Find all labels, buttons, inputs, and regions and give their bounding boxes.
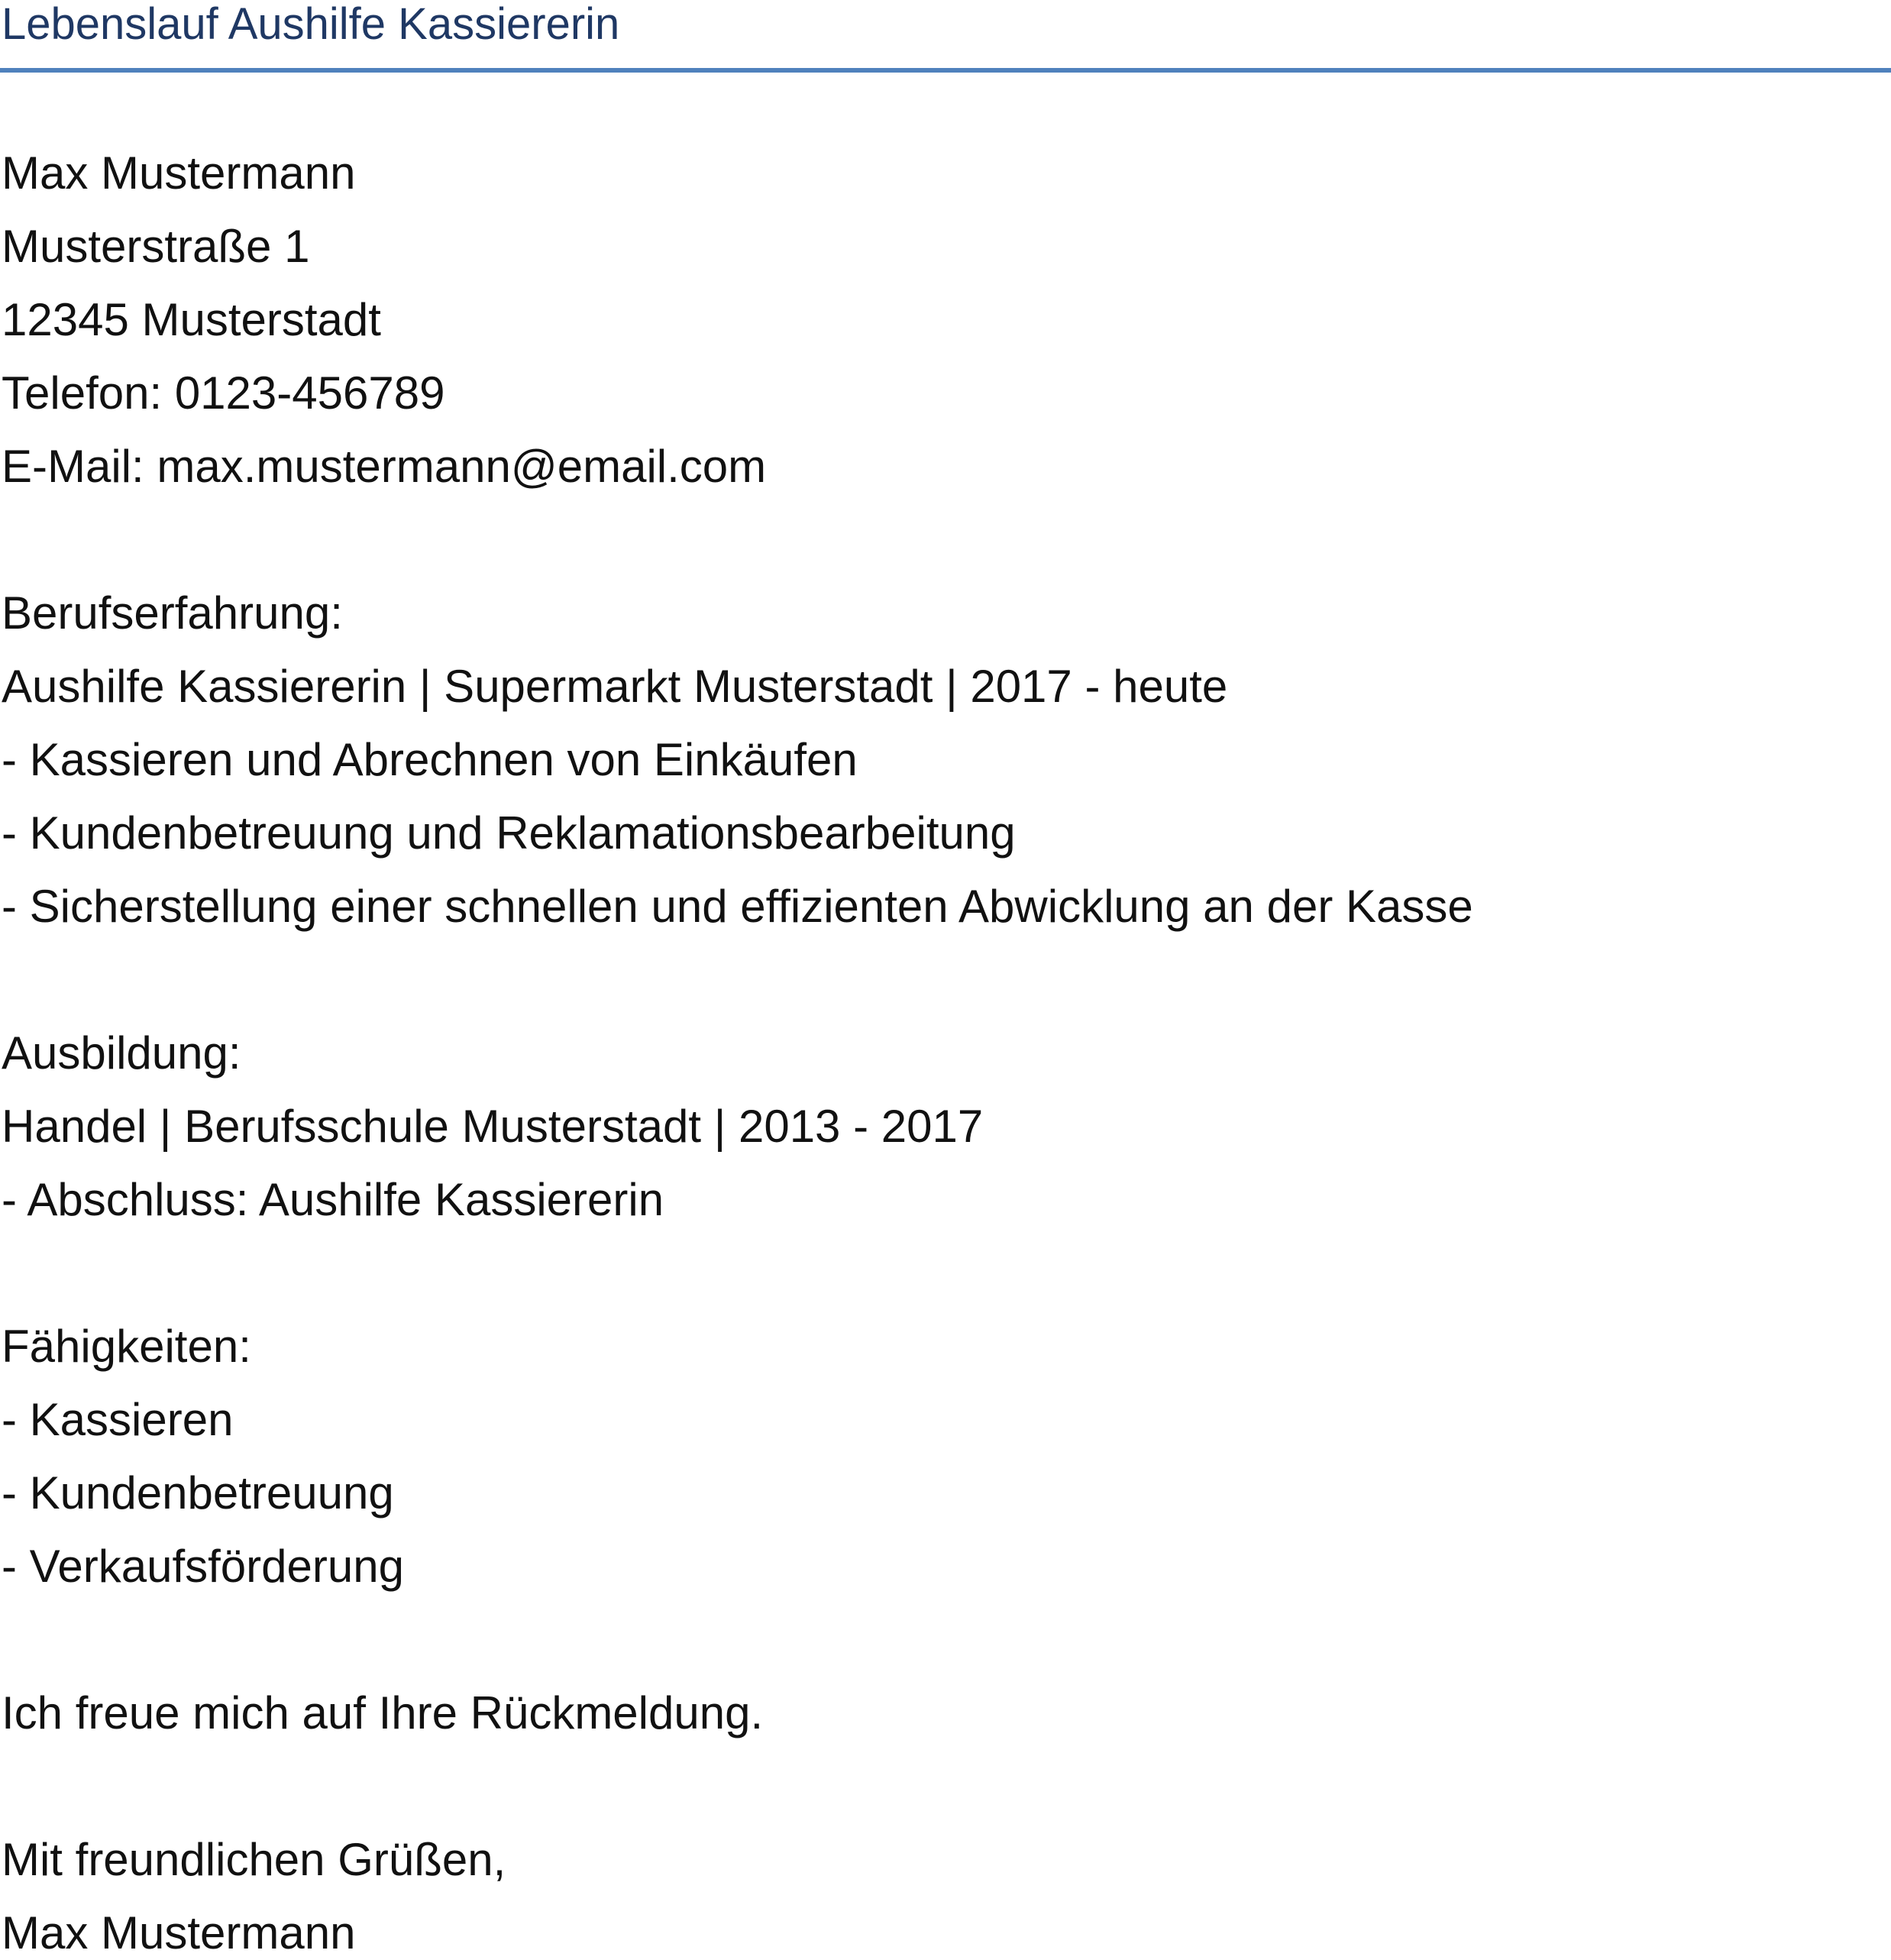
closing-sentence: Ich freue mich auf Ihre Rückmeldung. (2, 1687, 764, 1738)
skills-bullet: - Kassieren (2, 1394, 234, 1445)
contact-phone: Telefon: 0123-456789 (2, 367, 445, 419)
experience-heading: Berufserfahrung: (2, 587, 343, 639)
experience-bullet: - Kundenbetreuung und Reklamationsbearbeitung (2, 807, 1016, 859)
education-entry: Handel | Berufsschule Musterstadt | 2013 - 2017 (2, 1101, 984, 1152)
skills-heading: Fähigkeiten: (2, 1321, 251, 1372)
greeting: Mit freundlichen Grüßen, (2, 1834, 506, 1885)
skills-bullet: - Verkaufsförderung (2, 1541, 404, 1592)
experience-entry: Aushilfe Kassiererin | Supermarkt Musterstadt | 2017 - heute (2, 661, 1228, 712)
experience-bullet: - Sicherstellung einer schnellen und effizienten Abwicklung an der Kasse (2, 881, 1473, 932)
contact-name: Max Mustermann (2, 147, 356, 199)
contact-city: 12345 Musterstadt (2, 294, 381, 345)
skills-bullet: - Kundenbetreuung (2, 1467, 394, 1519)
contact-street: Musterstraße 1 (2, 221, 310, 272)
experience-bullet: - Kassieren und Abrechnen von Einkäufen (2, 734, 858, 785)
title-underline (0, 68, 1891, 73)
signature: Max Mustermann (2, 1907, 356, 1958)
document-title: Lebenslauf Aushilfe Kassiererin (2, 0, 620, 49)
education-heading: Ausbildung: (2, 1027, 241, 1079)
contact-email: E-Mail: max.mustermann@email.com (2, 441, 767, 492)
education-bullet: - Abschluss: Aushilfe Kassiererin (2, 1174, 664, 1225)
